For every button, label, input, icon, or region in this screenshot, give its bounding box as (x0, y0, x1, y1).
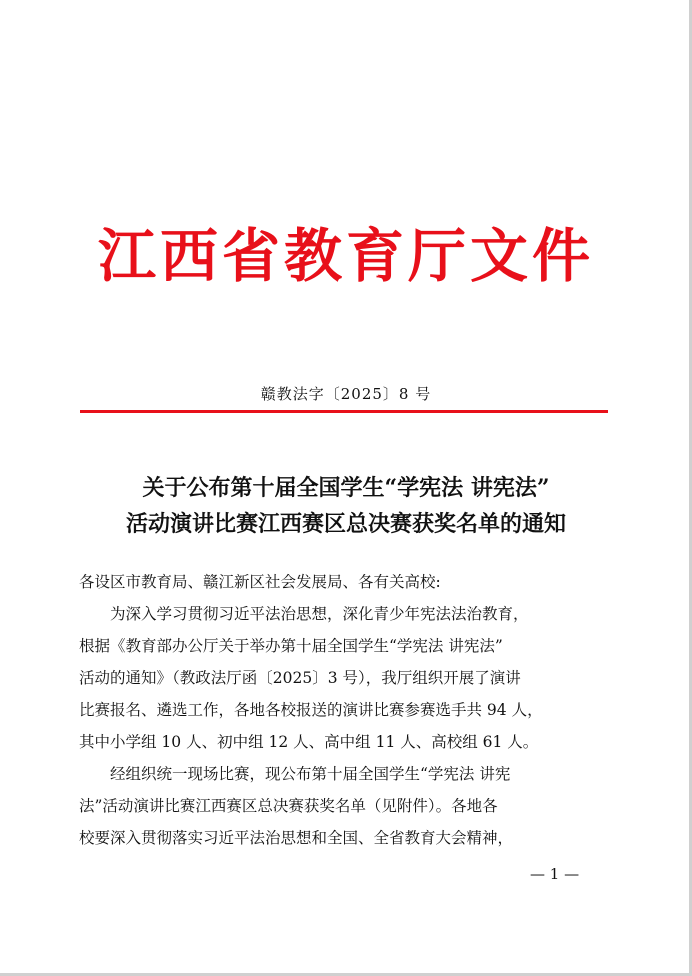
addressee-line: 各设区市教育局、赣江新区社会发展局、各有关高校: (79, 573, 441, 591)
paragraph-line: 其中小学组 10 人、初中组 12 人、高中组 11 人、高校组 61 人。 (79, 733, 539, 751)
paragraph-line: 经组织统一现场比赛，现公布第十届全国学生“学宪法 讲宪 (110, 765, 511, 783)
paragraph-line: 活动的通知》（教政法厅函〔2025〕3 号），我厅组织开展了演讲 (79, 669, 521, 687)
body-paragraph-1 (79, 598, 609, 758)
document-number: 赣教法字〔2025〕8 号 (260, 385, 432, 403)
page-number: — 1 — (530, 865, 580, 883)
notice-title-line-1: 关于公布第十届全国学生“学宪法 讲宪法” (142, 475, 550, 501)
paragraph-line: 为深入学习贯彻习近平法治思想，深化青少年宪法法治教育， (110, 605, 529, 623)
paragraph-line: 根据《教育部办公厅关于举办第十届全国学生“学宪法 讲宪法” (79, 637, 503, 655)
paragraph-line: 法”活动演讲比赛江西赛区总决赛获奖名单（见附件）。各地各 (79, 797, 498, 815)
paragraph-line: 校要深入贯彻落实习近平法治思想和全国、全省教育大会精神， (79, 829, 514, 847)
notice-title-line-2: 活动演讲比赛江西赛区总决赛获奖名单的通知 (125, 511, 566, 537)
paragraph-line: 比赛报名、遴选工作，各地各校报送的演讲比赛参赛选手共 94 人， (79, 701, 543, 719)
body-paragraph-2 (79, 758, 609, 854)
issuer-title: 江西省教育厅文件 (97, 222, 594, 290)
red-divider-line (80, 410, 608, 413)
notice-title (60, 470, 632, 542)
